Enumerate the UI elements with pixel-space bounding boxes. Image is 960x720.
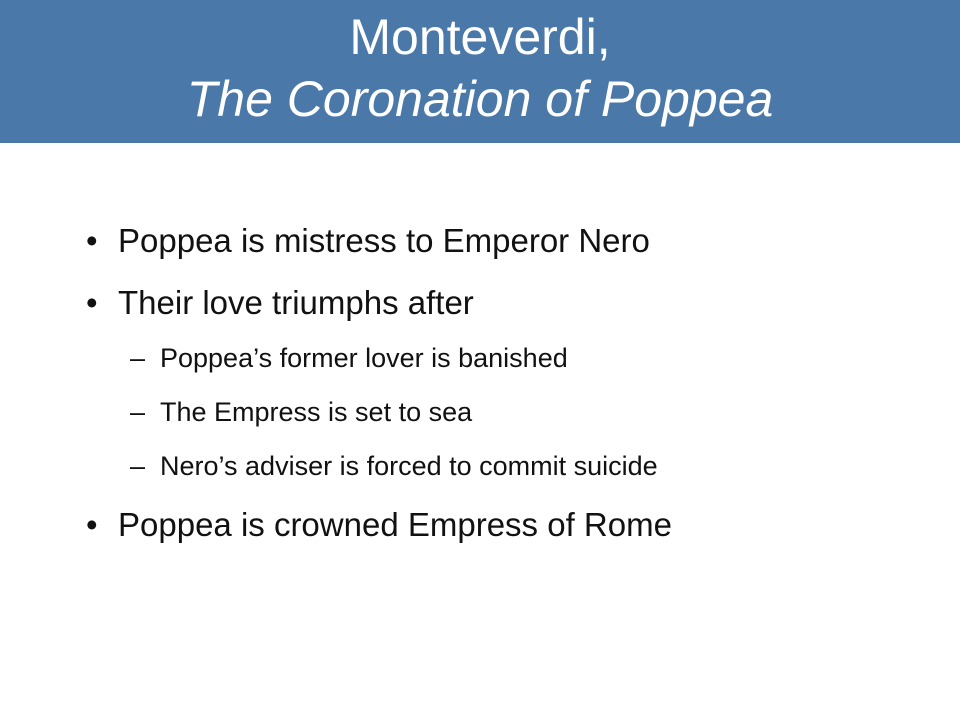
- bullet-text: Poppea is mistress to Emperor Nero: [118, 222, 650, 259]
- dash-marker: –: [130, 397, 146, 427]
- bullet-item: [86, 222, 650, 260]
- bullet-marker: •: [86, 222, 98, 259]
- bullet-text: Poppea is crowned Empress of Rome: [118, 506, 672, 543]
- sub-bullet-text: Poppea’s former lover is banished: [160, 343, 568, 373]
- sub-bullet-text: Nero’s adviser is forced to commit suicide: [160, 451, 658, 481]
- slide-title-line-1: Monteverdi,: [349, 9, 611, 65]
- bullet-text: Their love triumphs after: [118, 284, 474, 321]
- sub-bullet-item: [130, 396, 472, 428]
- slide-title-line-2: The Coronation of Poppea: [186, 71, 774, 127]
- bullet-marker: •: [86, 284, 98, 321]
- dash-marker: –: [130, 343, 146, 373]
- bullet-item: [86, 506, 672, 544]
- bullet-item: [86, 284, 474, 322]
- sub-bullet-item: [130, 450, 658, 482]
- bullet-marker: •: [86, 506, 98, 543]
- sub-bullet-text: The Empress is set to sea: [160, 397, 473, 427]
- dash-marker: –: [130, 451, 146, 481]
- sub-bullet-item: [130, 342, 568, 374]
